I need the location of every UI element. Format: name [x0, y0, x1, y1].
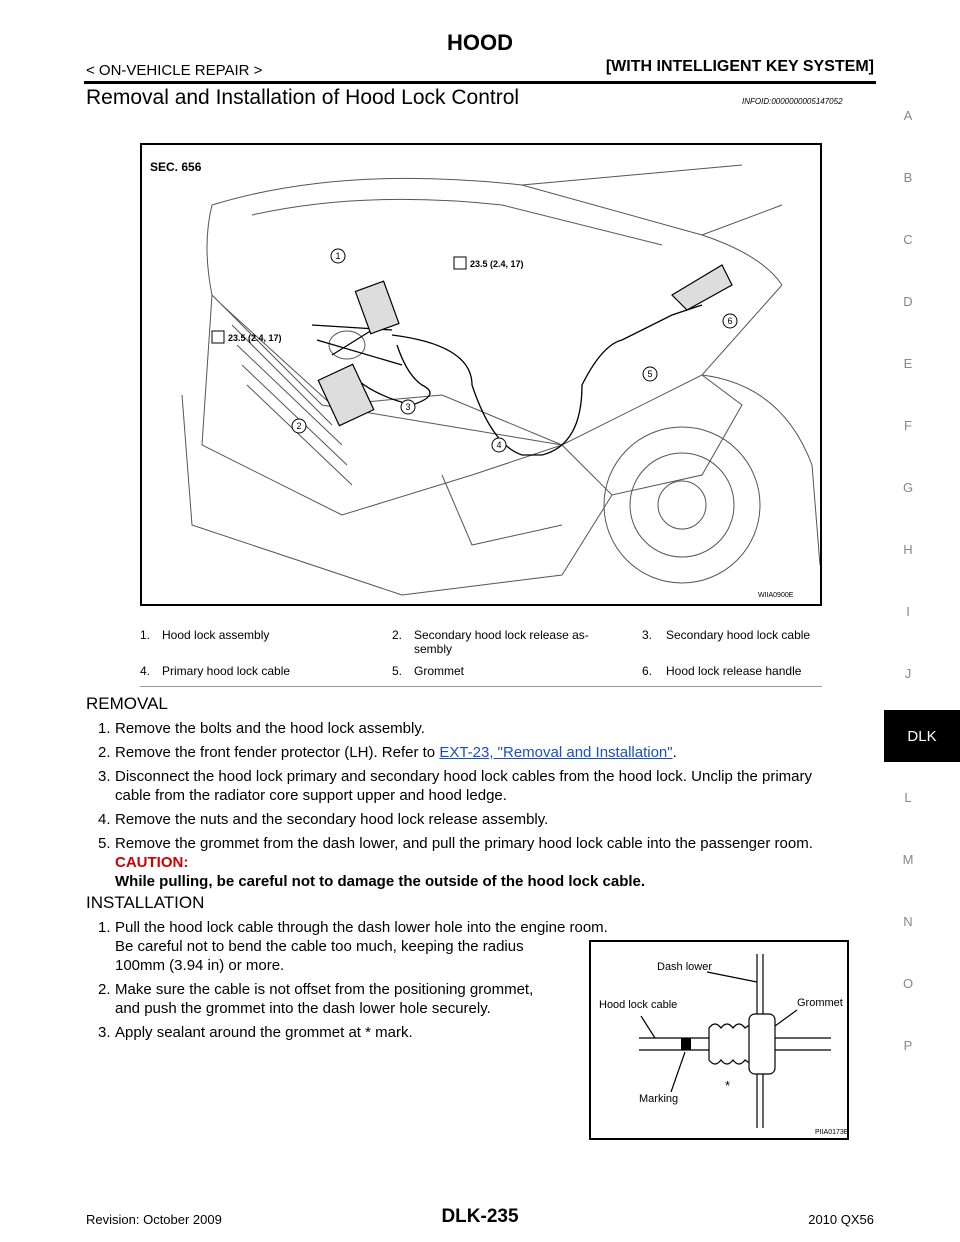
- footer-page-number: DLK-235: [441, 1206, 519, 1227]
- removal-step-3: 3. Disconnect the hood lock primary and secondary hood lock cables from the hood lock. Unclip the primary cable from the radiator core support upper and hood ledge.: [98, 768, 813, 804]
- legend-num-5: 5.: [392, 664, 403, 678]
- legend-text-6: Hood lock release handle: [666, 664, 802, 678]
- side-index-e[interactable]: E: [903, 356, 913, 371]
- side-index-h[interactable]: H: [903, 542, 913, 557]
- label-dash-lower: Dash lower: [657, 961, 713, 973]
- header-section-label: < ON-VEHICLE REPAIR >: [86, 62, 263, 79]
- label-marking: Marking: [639, 1093, 679, 1105]
- legend-text-4: Primary hood lock cable: [162, 664, 291, 678]
- installation-step-3: 3. Apply sealant around the grommet at * mark.: [98, 1024, 413, 1041]
- torque-label-2: 23.5 (2.4, 17): [228, 333, 282, 343]
- footer-revision: Revision: October 2009: [86, 1212, 222, 1227]
- side-index-d[interactable]: D: [903, 294, 913, 309]
- ext-23-link[interactable]: EXT-23, "Removal and Installation": [439, 744, 673, 761]
- hood-lock-illustration: [140, 143, 822, 606]
- side-index-i[interactable]: I: [906, 604, 910, 619]
- header-system-label: [WITH INTELLIGENT KEY SYSTEM]: [605, 58, 874, 75]
- cable-marking: [681, 1038, 691, 1050]
- label-grommet: Grommet: [797, 997, 843, 1009]
- installation-heading: INSTALLATION: [86, 893, 205, 912]
- callout-3: 3: [405, 402, 411, 412]
- section-title: Removal and Installation of Hood Lock Control: [86, 86, 520, 109]
- installation-step-2: 2. Make sure the cable is not offset from the positioning grommet, and push the grommet into the dash lower hole securely.: [98, 981, 534, 1017]
- side-index-f[interactable]: F: [904, 418, 912, 433]
- installation-step-1: 1. Pull the hood lock cable through the dash lower hole into the engine room. Be careful not to bend the cable too much, keeping the radius 100mm (3.94 in) or more.: [98, 919, 608, 974]
- figure-legend: [140, 606, 822, 687]
- side-index-p[interactable]: P: [903, 1038, 913, 1053]
- legend-num-1: 1.: [140, 628, 151, 642]
- legend-text-5: Grommet: [414, 664, 465, 678]
- legend-num-4: 4.: [140, 664, 151, 678]
- side-index-g[interactable]: G: [902, 480, 914, 495]
- legend-text-3: Secondary hood lock cable: [666, 628, 811, 642]
- side-index-c[interactable]: C: [903, 232, 913, 247]
- removal-step-5: 5. Remove the grommet from the dash lower, and pull the primary hood lock cable into the passenger room. CAUTION: While pulling, be careful not to damage the outside of the hood lock cable.: [98, 835, 813, 890]
- callout-5: 5: [647, 369, 653, 379]
- legend-num-3: 3.: [642, 628, 653, 642]
- removal-heading: REMOVAL: [86, 694, 168, 713]
- footer-model: 2010 QX56: [808, 1212, 874, 1227]
- sealant-mark: *: [725, 1078, 731, 1093]
- legend-text-1: Hood lock assembly: [162, 628, 270, 642]
- removal-step-4: 4. Remove the nuts and the secondary hood lock release assembly.: [98, 811, 549, 828]
- side-index-l[interactable]: L: [904, 790, 912, 805]
- side-index-o[interactable]: O: [902, 976, 914, 991]
- info-id: INFOID:0000000005147052: [742, 97, 843, 106]
- side-index-a[interactable]: A: [903, 108, 913, 123]
- side-index-b[interactable]: B: [903, 170, 913, 185]
- side-index-dlk-active[interactable]: DLK: [884, 710, 960, 762]
- figure1-code: WIIA0900E: [758, 592, 794, 599]
- legend-text-2: Secondary hood lock release as- sembly: [414, 628, 589, 656]
- caution-text: While pulling, be careful not to damage the outside of the hood lock cable.: [115, 873, 646, 890]
- callout-2: 2: [296, 421, 302, 431]
- removal-step-2: 2. Remove the front fender protector (LH). Refer to EXT-23, "Removal and Installation".: [98, 744, 677, 761]
- figure-sec-label: SEC. 656: [150, 160, 202, 174]
- header-divider: [84, 81, 876, 84]
- grommet-drawing: [591, 942, 847, 1138]
- side-index-n[interactable]: N: [903, 914, 913, 929]
- figure2-code: PIIA0173E: [815, 1129, 847, 1136]
- legend-num-2: 2.: [392, 628, 403, 642]
- legend-num-6: 6.: [642, 664, 653, 678]
- caution-label: CAUTION:: [115, 854, 189, 871]
- callout-1: 1: [335, 251, 341, 261]
- torque-label-1: 23.5 (2.4, 17): [470, 259, 524, 269]
- callout-6: 6: [727, 316, 733, 326]
- side-index-m[interactable]: M: [902, 852, 914, 867]
- label-hood-lock-cable: Hood lock cable: [599, 999, 678, 1011]
- side-index-j[interactable]: J: [904, 666, 912, 681]
- page-header-title: HOOD: [447, 30, 513, 55]
- callout-4: 4: [496, 440, 502, 450]
- grommet-diagram: [589, 940, 849, 1140]
- removal-step-1: 1. Remove the bolts and the hood lock assembly.: [98, 720, 425, 737]
- vehicle-front-drawing: [142, 145, 820, 604]
